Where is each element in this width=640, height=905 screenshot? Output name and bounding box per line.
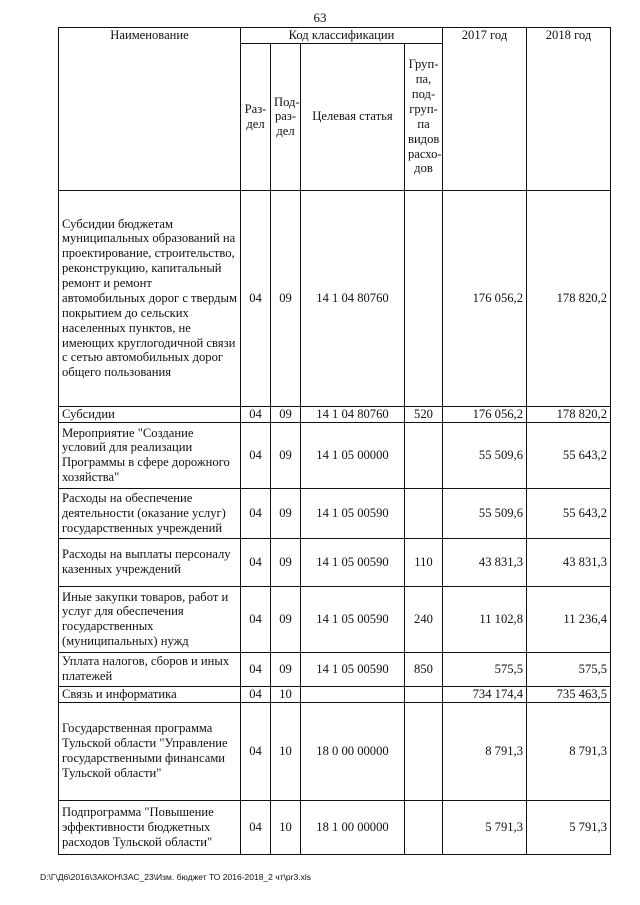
row-name: Расходы на обеспечение деятельности (оказание услуг) государственных учреждений (59, 488, 241, 538)
row-group (405, 686, 443, 702)
row-section: 04 (241, 538, 271, 586)
row-section: 04 (241, 422, 271, 488)
row-subsection: 09 (271, 422, 301, 488)
row-subsection: 09 (271, 406, 301, 422)
row-2017: 575,5 (443, 652, 527, 686)
row-2017: 734 174,4 (443, 686, 527, 702)
row-2018: 43 831,3 (527, 538, 611, 586)
header-2017: 2017 год (443, 28, 527, 191)
row-2017: 8 791,3 (443, 702, 527, 800)
row-group (405, 488, 443, 538)
row-group (405, 190, 443, 406)
row-name: Государственная программа Тульской области "Управление государственными финансами Тульской области" (59, 702, 241, 800)
row-group (405, 800, 443, 854)
row-2018: 8 791,3 (527, 702, 611, 800)
row-group (405, 702, 443, 800)
row-2018: 178 820,2 (527, 190, 611, 406)
header-section: Раз- дел (241, 43, 271, 190)
row-section: 04 (241, 702, 271, 800)
row-target: 14 1 05 00590 (301, 586, 405, 652)
row-name: Подпрограмма "Повышение эффективности бюджетных расходов Тульской области" (59, 800, 241, 854)
row-2017: 55 509,6 (443, 422, 527, 488)
row-subsection: 09 (271, 190, 301, 406)
row-name: Мероприятие "Создание условий для реализации Программы в сфере дорожного хозяйства" (59, 422, 241, 488)
table-row (59, 190, 611, 406)
row-target: 14 1 05 00000 (301, 422, 405, 488)
row-section: 04 (241, 652, 271, 686)
row-2018: 178 820,2 (527, 406, 611, 422)
row-subsection: 09 (271, 538, 301, 586)
row-2017: 176 056,2 (443, 406, 527, 422)
row-target (301, 686, 405, 702)
row-subsection: 10 (271, 702, 301, 800)
table-row (59, 422, 611, 488)
row-target: 14 1 04 80760 (301, 406, 405, 422)
row-2017: 176 056,2 (443, 190, 527, 406)
row-subsection: 09 (271, 586, 301, 652)
header-subsection: Под- раз- дел (271, 43, 301, 190)
row-name: Уплата налогов, сборов и иных платежей (59, 652, 241, 686)
row-target: 18 0 00 00000 (301, 702, 405, 800)
row-target: 14 1 04 80760 (301, 190, 405, 406)
row-2018: 55 643,2 (527, 422, 611, 488)
row-section: 04 (241, 800, 271, 854)
row-group (405, 422, 443, 488)
row-section: 04 (241, 586, 271, 652)
row-group: 110 (405, 538, 443, 586)
row-target: 14 1 05 00590 (301, 652, 405, 686)
table-row (59, 488, 611, 538)
table-row (59, 586, 611, 652)
table-row (59, 538, 611, 586)
row-2018: 11 236,4 (527, 586, 611, 652)
row-name: Субсидии (59, 406, 241, 422)
row-section: 04 (241, 190, 271, 406)
row-2018: 735 463,5 (527, 686, 611, 702)
budget-table (58, 27, 611, 855)
row-target: 14 1 05 00590 (301, 488, 405, 538)
table-row (59, 406, 611, 422)
row-target: 18 1 00 00000 (301, 800, 405, 854)
row-group: 240 (405, 586, 443, 652)
header-name: Наименование (59, 28, 241, 191)
row-subsection: 10 (271, 686, 301, 702)
header-code-group: Код классификации (241, 28, 443, 44)
header-group: Груп- па, под- груп- па видов расхо- дов (405, 43, 443, 190)
table-row (59, 652, 611, 686)
row-name: Субсидии бюджетам муниципальных образований на проектирование, строительство, реконструкцию, капитальный ремонт и ремонт автомобильных дорог с твердым покрытием до сельских населенных пунктов, не имеющих круглогодичной связи с сетью автомобильных дорог общего пользования (59, 190, 241, 406)
table-row (59, 702, 611, 800)
header-target: Целевая статья (301, 43, 405, 190)
row-group: 850 (405, 652, 443, 686)
row-section: 04 (241, 686, 271, 702)
row-2017: 55 509,6 (443, 488, 527, 538)
row-2018: 55 643,2 (527, 488, 611, 538)
row-name: Связь и информатика (59, 686, 241, 702)
row-2017: 11 102,8 (443, 586, 527, 652)
row-section: 04 (241, 488, 271, 538)
row-2018: 5 791,3 (527, 800, 611, 854)
header-2018: 2018 год (527, 28, 611, 191)
row-name: Расходы на выплаты персоналу казенных учреждений (59, 538, 241, 586)
row-subsection: 09 (271, 652, 301, 686)
page-number: 63 (313, 10, 327, 25)
table-row (59, 800, 611, 854)
row-name: Иные закупки товаров, работ и услуг для обеспечения государственных (муниципальных) нужд (59, 586, 241, 652)
table-row (59, 686, 611, 702)
row-2017: 5 791,3 (443, 800, 527, 854)
row-2017: 43 831,3 (443, 538, 527, 586)
row-2018: 575,5 (527, 652, 611, 686)
row-subsection: 10 (271, 800, 301, 854)
row-section: 04 (241, 406, 271, 422)
file-path-footer: D:\Г\Д6\2016\ЗАКОН\ЗАС_23\Изм. бюджет ТО 2016-2018_2 чт\pr3.xls (40, 872, 311, 882)
row-target: 14 1 05 00590 (301, 538, 405, 586)
row-subsection: 09 (271, 488, 301, 538)
row-group: 520 (405, 406, 443, 422)
